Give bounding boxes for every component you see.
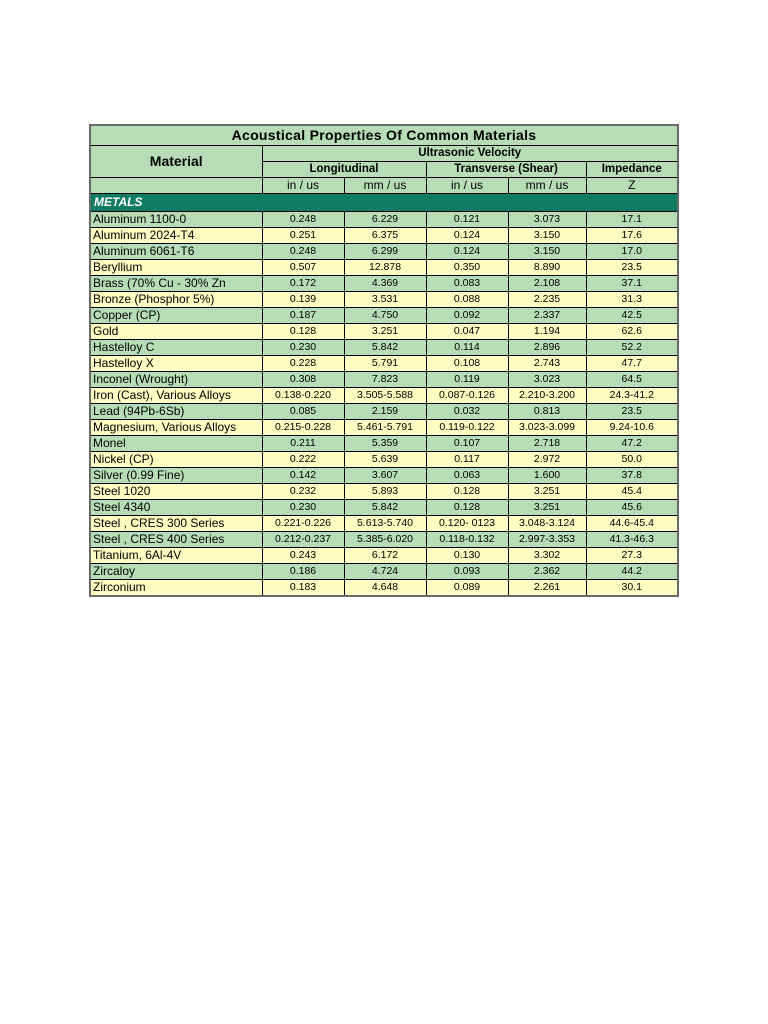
- longitudinal-mm-cell: 2.159: [344, 404, 426, 420]
- transverse-in-cell: 0.121: [426, 212, 508, 228]
- longitudinal-in-cell: 0.128: [262, 324, 344, 340]
- transverse-in-cell: 0.063: [426, 468, 508, 484]
- ultrasonic-velocity-header: Ultrasonic Velocity: [262, 146, 678, 162]
- material-cell: Hastelloy C: [90, 340, 262, 356]
- transverse-in-cell: 0.117: [426, 452, 508, 468]
- table-row: [90, 308, 678, 324]
- impedance-cell: 44.6-45.4: [586, 516, 678, 532]
- unit-longitudinal-in: in / us: [262, 178, 344, 194]
- impedance-cell: 44.2: [586, 564, 678, 580]
- material-cell: Titanium, 6Al-4V: [90, 548, 262, 564]
- transverse-mm-cell: 2.718: [508, 436, 586, 452]
- longitudinal-in-cell: 0.228: [262, 356, 344, 372]
- longitudinal-header: Longitudinal: [262, 162, 426, 178]
- longitudinal-mm-cell: 4.724: [344, 564, 426, 580]
- transverse-mm-cell: 2.337: [508, 308, 586, 324]
- material-cell: Hastelloy X: [90, 356, 262, 372]
- impedance-cell: 47.2: [586, 436, 678, 452]
- material-column-header: Material: [90, 146, 262, 178]
- material-cell: Zircaloy: [90, 564, 262, 580]
- unit-transverse-in: in / us: [426, 178, 508, 194]
- table-row: [90, 404, 678, 420]
- longitudinal-in-cell: 0.139: [262, 292, 344, 308]
- longitudinal-in-cell: 0.215-0.228: [262, 420, 344, 436]
- material-cell: Steel , CRES 300 Series: [90, 516, 262, 532]
- impedance-cell: 50.0: [586, 452, 678, 468]
- impedance-cell: 64.5: [586, 372, 678, 388]
- table-row: [90, 548, 678, 564]
- longitudinal-in-cell: 0.211: [262, 436, 344, 452]
- material-cell: Inconel (Wrought): [90, 372, 262, 388]
- acoustical-properties-table: [89, 124, 679, 597]
- material-cell: Steel 4340: [90, 500, 262, 516]
- longitudinal-mm-cell: 6.229: [344, 212, 426, 228]
- table-row: [90, 436, 678, 452]
- transverse-in-cell: 0.120- 0123: [426, 516, 508, 532]
- longitudinal-mm-cell: 5.613-5.740: [344, 516, 426, 532]
- impedance-cell: 24.3-41.2: [586, 388, 678, 404]
- longitudinal-mm-cell: 6.299: [344, 244, 426, 260]
- transverse-in-cell: 0.128: [426, 500, 508, 516]
- longitudinal-in-cell: 0.085: [262, 404, 344, 420]
- material-cell: Steel 1020: [90, 484, 262, 500]
- longitudinal-in-cell: 0.183: [262, 580, 344, 597]
- longitudinal-mm-cell: 3.607: [344, 468, 426, 484]
- table-row: [90, 500, 678, 516]
- transverse-in-cell: 0.119: [426, 372, 508, 388]
- impedance-cell: 41.3-46.3: [586, 532, 678, 548]
- impedance-cell: 37.1: [586, 276, 678, 292]
- material-cell: Gold: [90, 324, 262, 340]
- transverse-in-cell: 0.087-0.126: [426, 388, 508, 404]
- longitudinal-mm-cell: 5.639: [344, 452, 426, 468]
- longitudinal-mm-cell: 3.505-5.588: [344, 388, 426, 404]
- impedance-cell: 45.4: [586, 484, 678, 500]
- longitudinal-mm-cell: 5.842: [344, 500, 426, 516]
- impedance-cell: 37.8: [586, 468, 678, 484]
- transverse-in-cell: 0.107: [426, 436, 508, 452]
- longitudinal-mm-cell: 5.461-5.791: [344, 420, 426, 436]
- longitudinal-mm-cell: 5.791: [344, 356, 426, 372]
- impedance-cell: 17.1: [586, 212, 678, 228]
- transverse-mm-cell: 3.073: [508, 212, 586, 228]
- material-cell: Nickel (CP): [90, 452, 262, 468]
- longitudinal-mm-cell: 4.369: [344, 276, 426, 292]
- table-row: [90, 324, 678, 340]
- transverse-mm-cell: 1.194: [508, 324, 586, 340]
- longitudinal-in-cell: 0.186: [262, 564, 344, 580]
- longitudinal-mm-cell: 4.750: [344, 308, 426, 324]
- transverse-in-cell: 0.089: [426, 580, 508, 597]
- transverse-mm-cell: 8.890: [508, 260, 586, 276]
- transverse-mm-cell: 3.251: [508, 500, 586, 516]
- longitudinal-in-cell: 0.172: [262, 276, 344, 292]
- material-cell: Aluminum 1100-0: [90, 212, 262, 228]
- transverse-mm-cell: 2.108: [508, 276, 586, 292]
- table-row: [90, 532, 678, 548]
- transverse-mm-cell: 3.023-3.099: [508, 420, 586, 436]
- material-cell: Lead (94Pb-6Sb): [90, 404, 262, 420]
- table-row: [90, 356, 678, 372]
- material-cell: Silver (0.99 Fine): [90, 468, 262, 484]
- longitudinal-mm-cell: 5.842: [344, 340, 426, 356]
- impedance-cell: 31.3: [586, 292, 678, 308]
- material-cell: Beryllium: [90, 260, 262, 276]
- transverse-mm-cell: 2.362: [508, 564, 586, 580]
- impedance-cell: 52.2: [586, 340, 678, 356]
- impedance-cell: 45.6: [586, 500, 678, 516]
- transverse-mm-cell: 2.235: [508, 292, 586, 308]
- unit-impedance: Z: [586, 178, 678, 194]
- transverse-mm-cell: 3.048-3.124: [508, 516, 586, 532]
- table-row: [90, 276, 678, 292]
- table-row: [90, 212, 678, 228]
- section-label-metals: METALS: [90, 194, 678, 212]
- table-row: [90, 516, 678, 532]
- material-cell: Magnesium, Various Alloys: [90, 420, 262, 436]
- material-cell: Iron (Cast), Various Alloys: [90, 388, 262, 404]
- transverse-mm-cell: 2.210-3.200: [508, 388, 586, 404]
- unit-blank-cell: [90, 178, 262, 194]
- material-cell: Aluminum 6061-T6: [90, 244, 262, 260]
- longitudinal-mm-cell: 4.648: [344, 580, 426, 597]
- table-title: Acoustical Properties Of Common Materials: [90, 125, 678, 146]
- transverse-mm-cell: 3.251: [508, 484, 586, 500]
- impedance-header: Impedance: [586, 162, 678, 178]
- transverse-mm-cell: 3.150: [508, 228, 586, 244]
- transverse-in-cell: 0.047: [426, 324, 508, 340]
- longitudinal-in-cell: 0.308: [262, 372, 344, 388]
- impedance-cell: 23.5: [586, 260, 678, 276]
- table-row: [90, 244, 678, 260]
- transverse-mm-cell: 3.302: [508, 548, 586, 564]
- material-cell: Brass (70% Cu - 30% Zn: [90, 276, 262, 292]
- transverse-in-cell: 0.093: [426, 564, 508, 580]
- longitudinal-in-cell: 0.142: [262, 468, 344, 484]
- unit-transverse-mm: mm / us: [508, 178, 586, 194]
- longitudinal-mm-cell: 3.251: [344, 324, 426, 340]
- transverse-in-cell: 0.350: [426, 260, 508, 276]
- longitudinal-mm-cell: 3.531: [344, 292, 426, 308]
- transverse-mm-cell: 2.896: [508, 340, 586, 356]
- table-row: [90, 420, 678, 436]
- impedance-cell: 17.0: [586, 244, 678, 260]
- transverse-in-cell: 0.088: [426, 292, 508, 308]
- table-row: [90, 580, 678, 597]
- table-row: [90, 260, 678, 276]
- transverse-in-cell: 0.124: [426, 244, 508, 260]
- table-row: [90, 452, 678, 468]
- transverse-mm-cell: 2.261: [508, 580, 586, 597]
- transverse-in-cell: 0.130: [426, 548, 508, 564]
- longitudinal-in-cell: 0.230: [262, 340, 344, 356]
- longitudinal-in-cell: 0.248: [262, 244, 344, 260]
- longitudinal-in-cell: 0.187: [262, 308, 344, 324]
- transverse-mm-cell: 0.813: [508, 404, 586, 420]
- longitudinal-in-cell: 0.251: [262, 228, 344, 244]
- table-row: [90, 292, 678, 308]
- longitudinal-in-cell: 0.212-0.237: [262, 532, 344, 548]
- transverse-header: Transverse (Shear): [426, 162, 586, 178]
- transverse-in-cell: 0.108: [426, 356, 508, 372]
- table-row: [90, 340, 678, 356]
- transverse-mm-cell: 1.600: [508, 468, 586, 484]
- transverse-in-cell: 0.032: [426, 404, 508, 420]
- transverse-in-cell: 0.119-0.122: [426, 420, 508, 436]
- impedance-cell: 27.3: [586, 548, 678, 564]
- impedance-cell: 62.6: [586, 324, 678, 340]
- material-cell: Monel: [90, 436, 262, 452]
- transverse-mm-cell: 3.023: [508, 372, 586, 388]
- table-row: [90, 484, 678, 500]
- material-cell: Zirconium: [90, 580, 262, 597]
- transverse-mm-cell: 2.972: [508, 452, 586, 468]
- longitudinal-in-cell: 0.248: [262, 212, 344, 228]
- longitudinal-mm-cell: 5.385-6.020: [344, 532, 426, 548]
- longitudinal-in-cell: 0.138-0.220: [262, 388, 344, 404]
- transverse-mm-cell: 3.150: [508, 244, 586, 260]
- transverse-in-cell: 0.128: [426, 484, 508, 500]
- longitudinal-mm-cell: 12.878: [344, 260, 426, 276]
- longitudinal-in-cell: 0.230: [262, 500, 344, 516]
- transverse-in-cell: 0.114: [426, 340, 508, 356]
- transverse-in-cell: 0.083: [426, 276, 508, 292]
- longitudinal-mm-cell: 6.172: [344, 548, 426, 564]
- material-cell: Steel , CRES 400 Series: [90, 532, 262, 548]
- impedance-cell: 17.6: [586, 228, 678, 244]
- longitudinal-in-cell: 0.221-0.226: [262, 516, 344, 532]
- table-row: [90, 564, 678, 580]
- transverse-in-cell: 0.124: [426, 228, 508, 244]
- transverse-mm-cell: 2.743: [508, 356, 586, 372]
- longitudinal-mm-cell: 5.359: [344, 436, 426, 452]
- transverse-mm-cell: 2.997-3.353: [508, 532, 586, 548]
- transverse-in-cell: 0.092: [426, 308, 508, 324]
- unit-longitudinal-mm: mm / us: [344, 178, 426, 194]
- material-cell: Copper (CP): [90, 308, 262, 324]
- impedance-cell: 23.5: [586, 404, 678, 420]
- impedance-cell: 47.7: [586, 356, 678, 372]
- impedance-cell: 42.5: [586, 308, 678, 324]
- longitudinal-in-cell: 0.243: [262, 548, 344, 564]
- table-row: [90, 372, 678, 388]
- longitudinal-mm-cell: 7.823: [344, 372, 426, 388]
- transverse-in-cell: 0.118-0.132: [426, 532, 508, 548]
- table-row: [90, 468, 678, 484]
- impedance-cell: 30.1: [586, 580, 678, 597]
- longitudinal-mm-cell: 6.375: [344, 228, 426, 244]
- material-cell: Bronze (Phosphor 5%): [90, 292, 262, 308]
- impedance-cell: 9.24-10.6: [586, 420, 678, 436]
- material-cell: Aluminum 2024-T4: [90, 228, 262, 244]
- table-row: [90, 228, 678, 244]
- longitudinal-in-cell: 0.232: [262, 484, 344, 500]
- longitudinal-in-cell: 0.222: [262, 452, 344, 468]
- longitudinal-in-cell: 0.507: [262, 260, 344, 276]
- table-row: [90, 388, 678, 404]
- longitudinal-mm-cell: 5.893: [344, 484, 426, 500]
